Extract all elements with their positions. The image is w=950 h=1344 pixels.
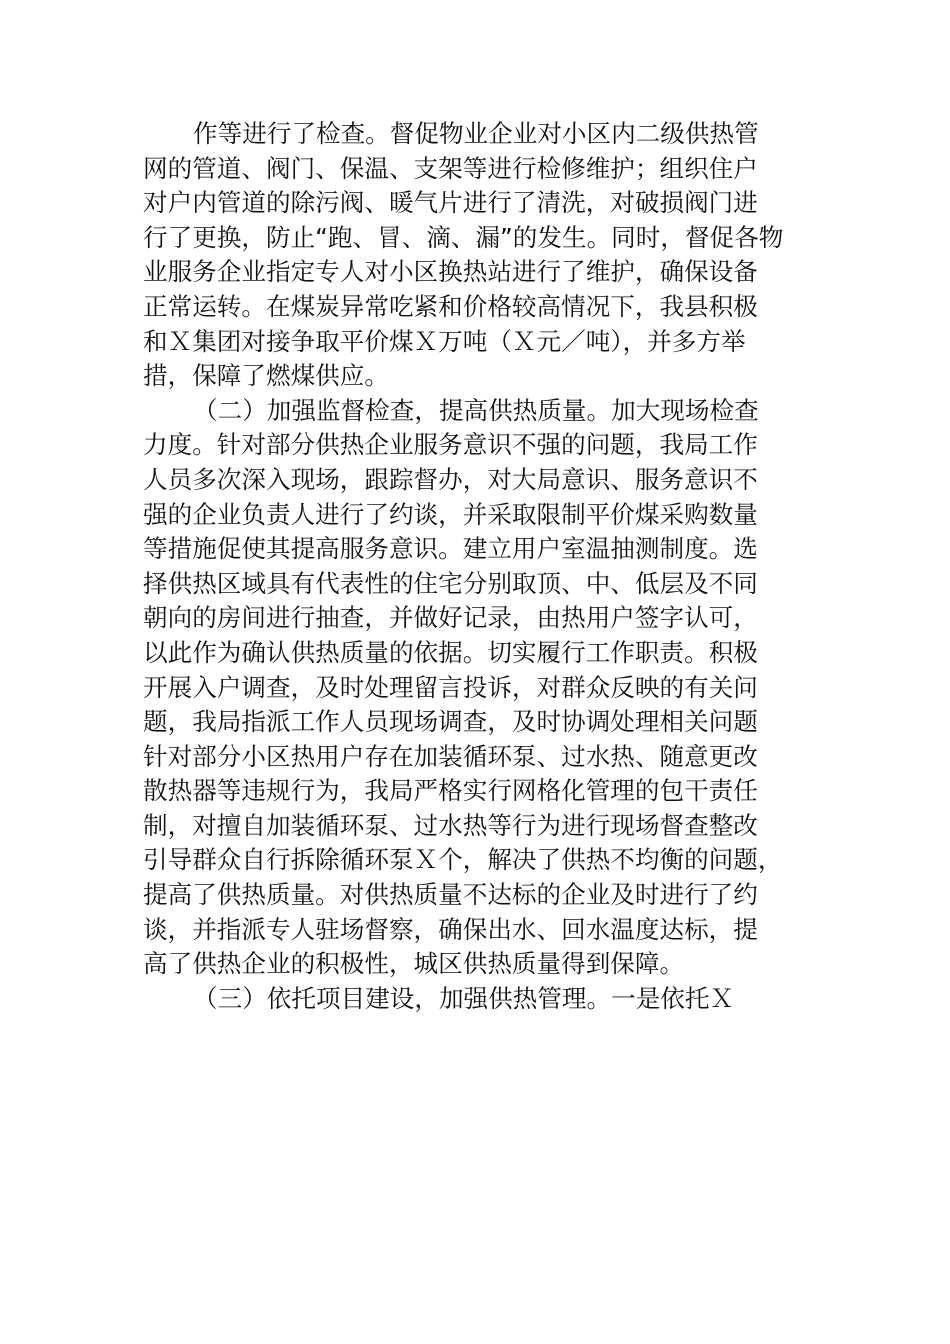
text-line: 制，对擅自加装循环泵、过水热等行为进行现场督查整改 [143,810,758,840]
section-heading-line: （二）加强监督检查，提高供热质量。加大现场检查 [193,395,759,425]
text-line: 谈，并指派专人驻场督察，确保出水、回水温度达标，提 [143,914,758,944]
text-line: 等措施促使其提高服务意识。建立用户室温抽测制度。选 [143,534,758,564]
text-line: 开展入户调查，及时处理留言投诉，对群众反映的有关问 [143,672,758,702]
text-line: 题，我局指派工作人员现场调查，及时协调处理相关问题 [143,707,758,737]
text-line: 引导群众自行拆除循环泵Ｘ个，解决了供热不均衡的问题， [143,845,783,875]
text-line: 行了更换，防止“跑、冒、滴、漏”的发生。同时，督促各物 [143,222,784,252]
text-line: 和Ｘ集团对接争取平价煤Ｘ万吨（Ｘ元／吨），并多方举 [143,326,746,356]
text-line: 针对部分小区热用户存在加装循环泵、过水热、随意更改 [143,741,758,771]
text-line: 作等进行了检查。督促物业企业对小区内二级供热管 [193,119,759,148]
text-line: 散热器等违规行为，我局严格实行网格化管理的包干责任 [143,776,758,806]
text-line: 措，保障了燃煤供应。 [143,361,389,391]
text-line: 人员多次深入现场，跟踪督办，对大局意识、服务意识不 [143,464,758,494]
section-heading-line: （三）依托项目建设，加强供热管理。一是依托Ｘ [193,983,735,1013]
body-text [143,117,843,1016]
text-line: 正常运转。在煤炭异常吃紧和价格较高情况下，我县积极 [143,291,758,321]
text-line: 对户内管道的除污阀、暖气片进行了清洗，对破损阀门进 [143,188,758,218]
text-line: 提高了供热质量。对供热质量不达标的企业及时进行了约 [143,880,758,910]
text-line: 朝向的房间进行抽查，并做好记录，由热用户签字认可， [143,603,758,633]
text-line: 高了供热企业的积极性，城区供热质量得到保障。 [143,949,685,979]
text-line: 网的管道、阀门、保温、支架等进行检修维护；组织住户 [143,153,758,183]
text-line: 力度。针对部分供热企业服务意识不强的问题，我局工作 [143,430,758,460]
text-line: 业服务企业指定专人对小区换热站进行了维护，确保设备 [143,257,758,287]
text-line: 强的企业负责人进行了约谈，并采取限制平价煤采购数量 [143,499,758,529]
text-line: 择供热区域具有代表性的住宅分别取顶、中、低层及不同 [143,568,758,598]
text-line: 以此作为确认供热质量的依据。切实履行工作职责。积极 [143,637,758,667]
